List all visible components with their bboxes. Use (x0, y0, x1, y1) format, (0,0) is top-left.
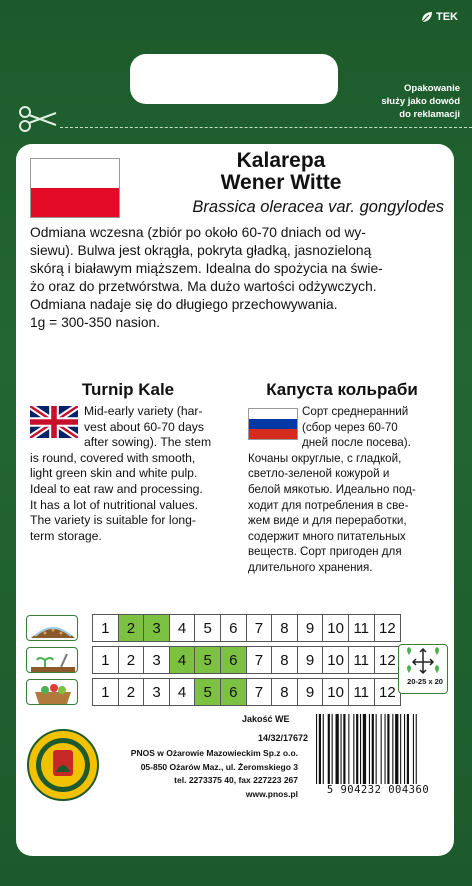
barcode-bar (387, 714, 389, 790)
barcode-bar (343, 714, 345, 790)
scissors-icon (16, 104, 58, 134)
barcode-bar (416, 714, 417, 790)
complaint-note (350, 82, 460, 121)
spacing-label: 20-25 x 20 (407, 677, 443, 686)
barcode-bar (400, 714, 401, 790)
english-description: Mid-early variety (har- vest about 60-70 days after sowing). The stem is round, covered with smooth, light green skin and white pulp. Ideal to eat raw and processing. It has a lot of nutritional values. The variety is suitable for long- term storage. (30, 404, 212, 543)
month-cells (92, 646, 401, 674)
month-cell: 7 (247, 615, 273, 641)
barcode-bar (376, 714, 377, 790)
month-cell: 6 (221, 615, 247, 641)
month-cell: 1 (93, 615, 119, 641)
russian-description: Сорт среднеранний (сбор через 60-70 дней после посева). Кочаны округлые, с гладкой, светло-зеленой кожурой и белой мякотью. Идеально под- ходит для потребления в све- жем виде и для переработки, содержит много питательных веществ. Сорт пригоден для длительного хранения. (248, 405, 416, 574)
month-cell: 8 (272, 679, 298, 705)
barcode-bar (395, 714, 398, 790)
month-cell: 12 (375, 679, 401, 705)
website-link[interactable]: www.pnos.pl (245, 788, 298, 799)
month-cell: 10 (323, 679, 349, 705)
barcode-bar (360, 714, 361, 790)
month-cell: 1 (93, 647, 119, 673)
calendar-row-planting (26, 646, 401, 674)
brand-text: TEK (436, 11, 458, 23)
barcode-bar (332, 714, 333, 790)
month-cell: 8 (272, 615, 298, 641)
barcode-bar (385, 714, 386, 790)
poland-flag-icon (30, 158, 120, 218)
month-cell: 5 (195, 679, 221, 705)
month-cell: 3 (144, 615, 170, 641)
note-line: służy jako dowód (381, 96, 460, 107)
barcode-bar (348, 714, 349, 790)
harvest-basket-icon (26, 679, 78, 705)
barcode-bar (319, 714, 321, 790)
barcode-bar (341, 714, 342, 790)
barcode-bar (392, 714, 393, 790)
calendar-row-sowing (26, 614, 401, 642)
barcode-bar (353, 714, 354, 790)
info-card (16, 144, 454, 856)
month-cell: 1 (93, 679, 119, 705)
note-line: do reklamacji (399, 109, 460, 120)
month-cell: 2 (119, 615, 145, 641)
english-title: Turnip Kale (81, 380, 175, 399)
month-cell: 6 (221, 647, 247, 673)
month-cell: 12 (375, 647, 401, 673)
barcode-bar (372, 714, 374, 790)
month-cell: 4 (170, 615, 196, 641)
polish-description: Odmiana wczesna (zbiór po około 60-70 dniach od wy- siewu). Bulwa jest okrągła, pokryta gładką, jasnozieloną skórą i białawym miąższem. Idealna do spożycia na świe- żo oraz do przetwórstwa. Ma dużo wartości odżywczych. Odmiana nadaje się do długiego przechowywania. 1g = 300-350 nasion. (30, 225, 383, 330)
month-cell: 10 (323, 615, 349, 641)
month-cell: 11 (349, 679, 375, 705)
month-cells (92, 678, 401, 706)
month-cell: 7 (247, 679, 273, 705)
latin-name: Brassica oleracea var. gongylodes (192, 198, 444, 216)
barcode-bar (413, 714, 414, 790)
month-cell: 9 (298, 615, 324, 641)
month-cells (92, 614, 401, 642)
barcode-bar (407, 714, 409, 790)
brand-mark (420, 10, 458, 24)
barcode-bar (369, 714, 370, 790)
seed-packet-icon (26, 615, 78, 641)
barcode-bar (316, 714, 317, 790)
month-cell: 2 (119, 647, 145, 673)
company-info: PNOS w Ożarowie Mazowieckim Sp.z o.o. 05-850 Ożarów Maz., ul. Żeromskiego 3 tel. 2273375 40, fax 227223 267 www.pnos.pl (96, 747, 298, 801)
pnos-logo (26, 728, 100, 802)
barcode-bar (404, 714, 405, 790)
month-cell: 12 (375, 615, 401, 641)
barcode-bar (328, 714, 330, 790)
seedling-icon (26, 647, 78, 673)
month-cell: 9 (298, 679, 324, 705)
cut-line (60, 127, 472, 128)
month-cell: 4 (170, 647, 196, 673)
note-line: Opakowanie (404, 83, 460, 94)
month-cell: 6 (221, 679, 247, 705)
month-cell: 9 (298, 647, 324, 673)
month-cell: 5 (195, 647, 221, 673)
month-cell: 8 (272, 647, 298, 673)
leaf-icon (420, 10, 434, 24)
quality-code: 14/32/17672 (258, 733, 309, 743)
quality-label: Jakość WE (242, 714, 290, 724)
month-cell: 11 (349, 647, 375, 673)
month-cell: 3 (144, 679, 170, 705)
month-cell: 2 (119, 679, 145, 705)
month-cell: 10 (323, 647, 349, 673)
barcode-bar (363, 714, 366, 790)
month-cell: 7 (247, 647, 273, 673)
month-cell: 11 (349, 615, 375, 641)
barcode-bar (356, 714, 358, 790)
packet-window (130, 54, 338, 104)
month-cell: 4 (170, 679, 196, 705)
barcode-bar (336, 714, 339, 790)
month-cell: 5 (195, 615, 221, 641)
barcode-bar (381, 714, 382, 790)
spacing-arrows-icon (398, 644, 448, 694)
barcode-number: 5 904232 004360 (304, 784, 452, 796)
month-cell: 3 (144, 647, 170, 673)
product-name: Kalarepa Wener Witte (220, 149, 342, 194)
calendar-row-harvest (26, 678, 401, 706)
barcode-bar (323, 714, 324, 790)
russian-title: Капуста кольраби (266, 380, 418, 399)
